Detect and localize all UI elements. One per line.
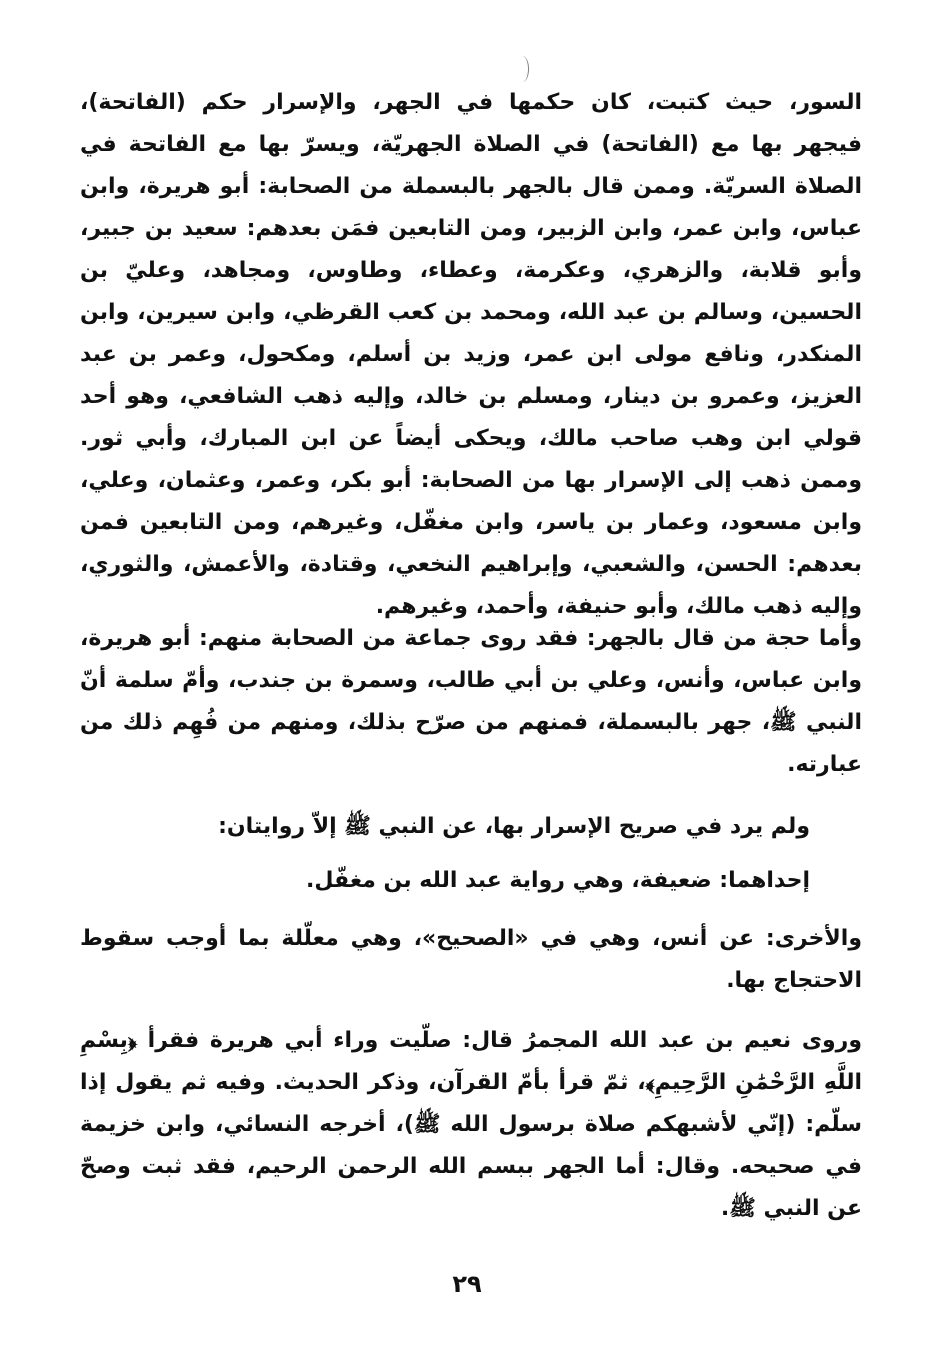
paragraph-nuaym-narration <box>80 1020 862 1230</box>
paragraph-two-narrations <box>80 806 862 848</box>
paragraph-line <box>80 860 810 902</box>
page-number: ٢٩ <box>452 1270 482 1298</box>
narration-label: إحداهما: <box>719 868 810 893</box>
paragraph-first-narration <box>80 860 862 902</box>
margin-mark <box>516 56 529 82</box>
paragraph-text: وروى نعيم بن عبد الله المجمرُ قال: صلّيت وراء أبي هريرة فقرأ ﴿بِسْمِ اللَّهِ الرَّحْمَٰنِ الرَّحِيمِ﴾، ثمّ قرأ بأمّ القرآن، وذكر الحديث. وفيه ثم يقول إذا سلّم: (إنّي لأشبهكم صلاة برسول الله ﷺ)، أخرجه النسائي، وابن خزيمة في صحيحه. وقال: أما الجهر ببسم الله الرحمن الرحيم، فقد ثبت وصحّ عن النبي ﷺ. <box>80 1028 862 1221</box>
paragraph-text: ولم يرد في صريح الإسرار بها، عن النبي ﷺ إلاّ روايتان: <box>218 814 810 839</box>
narration-text: ضعيفة، وهي رواية عبد الله بن مغفّل. <box>306 868 720 893</box>
paragraph-hujja-jahr <box>80 618 862 786</box>
narration-label: والأخرى: <box>765 926 862 951</box>
paragraph-text: السور، حيث كتبت، كان حكمها في الجهر، والإسرار حكم (الفاتحة)، فيجهر بها مع (الفاتحة) في الصلاة الجهريّة، ويسرّ بها مع الفاتحة في الصلاة السريّة. وممن قال بالجهر بالبسملة من الصحابة: أبو هريرة، وابن عباس، وابن عمر، وابن الزبير، ومن التابعين فمَن بعدهم: سعيد بن جبير، وأبو قلابة، والزهري، وعكرمة، وعطاء، وطاوس، ومجاهد، وعليّ بن الحسين، وسالم بن عبد الله، ومحمد بن كعب القرظي، وابن سيرين، وابن المنكدر، ونافع مولى ابن عمر، وزيد بن أسلم، ومكحول، وعمر بن عبد العزيز، وعمرو بن دينار، ومسلم بن خالد، وإليه ذهب الشافعي، وهو أحد قولي ابن وهب صاحب مالك، ويحكى أيضاً عن ابن المبارك، وأبي ثور. وممن ذهب إلى الإسرار بها من الصحابة: أبو بكر، وعمر، وعثمان، وعلي، وابن مسعود، وعمار بن ياسر، وابن مغفّل، وغيرهم، ومن التابعين فمن بعدهم: الحسن، والشعبي، وإبراهيم النخعي، وقتادة، والأعمش، والثوري، وإليه ذهب مالك، وأبو حنيفة، وأحمد، وغيرهم. <box>80 90 862 619</box>
paragraph-text: وأما حجة من قال بالجهر: فقد روى جماعة من الصحابة منهم: أبو هريرة، وابن عباس، وأنس، وعلي بن أبي طالب، وسمرة بن جندب، وأمّ سلمة أنّ النبي ﷺ، جهر بالبسملة، فمنهم من صرّح بذلك، ومنهم من فُهِم ذلك من عبارته. <box>80 626 862 777</box>
paragraph-line <box>80 918 862 1002</box>
paragraph-second-narration <box>80 918 862 1002</box>
paragraph-basmala-jahr <box>80 82 862 628</box>
narration-text: عن أنس، وهي في «الصحيح»، وهي معلّلة بما أوجب سقوط الاحتجاج بها. <box>80 926 862 993</box>
